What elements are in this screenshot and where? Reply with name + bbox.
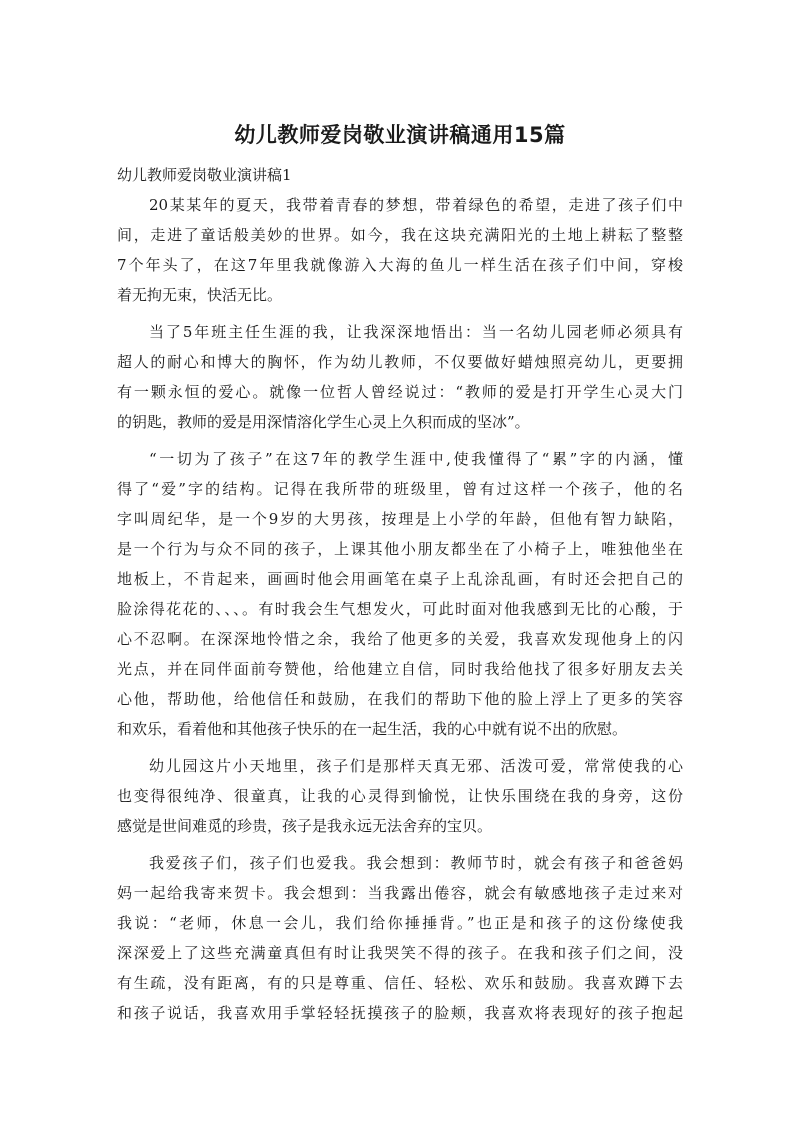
paragraph-line: 是一个行为与众不同的孩子，上课其他小朋友都坐在了小椅子上，唯独他坐在 [117,540,683,558]
paragraph-line: 我爱孩子们，孩子们也爱我。我会想到：教师节时，就会有孩子和爸爸妈 [149,854,683,872]
paragraph-line: 我说：“老师，休息一会儿，我们给你捶捶背。”也正是和孩子的这份缘使我 [117,914,683,932]
paragraph [117,751,683,841]
paragraph-line: 心不忍啊。在深深地怜惜之余，我给了他更多的关爱，我喜欢发现他身上的闪 [117,630,683,648]
paragraph-line: 和孩子说话，我喜欢用手掌轻轻抚摸孩子的脸颊，我喜欢将表现好的孩子抱起 [117,1004,683,1022]
paragraph-line: 妈一起给我寄来贺卡。我会想到：当我露出倦容，就会有敏感地孩子走过来对 [117,884,683,902]
paragraph-line: 间，走进了童话般美妙的世界。如今，我在这块充满阳光的土地上耕耘了整整 [117,226,683,244]
paragraph-line: 有一颗永恒的爱心。就像一位哲人曾经说过：“教师的爱是打开学生心灵大门 [117,383,683,401]
paragraph-line: 超人的耐心和博大的胸怀，作为幼儿教师，不仅要做好蜡烛照亮幼儿，更要拥 [117,353,683,371]
paragraph-line: 字叫周纪华，是一个9岁的大男孩，按理是上小学的年龄，但他有智力缺陷， [117,510,683,528]
paragraph-line: 感觉是世间难觅的珍贵，孩子是我永远无法舍弃的宝贝。 [117,817,493,835]
paragraph-line: 着无拘无束，快活无比。 [117,286,283,304]
paragraph-line: 脸涂得花花的、、、。有时我会生气想发火，可此时面对他我感到无比的心酸，于 [117,600,683,618]
document-title: 幼儿教师爱岗敬业演讲稿通用15篇 [234,123,566,147]
paragraph-line: 的钥匙，教师的爱是用深情溶化学生心灵上久积而成的坚冰”。 [117,413,530,431]
paragraph [117,190,683,310]
document-body [117,160,683,1035]
paragraph [117,317,683,437]
paragraph-line: 7个年头了，在这7年里我就像游入大海的鱼儿一样生活在孩子们中间，穿梭 [117,256,683,274]
paragraph-line: 光点，并在同伴面前夸赞他，给他建立自信，同时我给他找了很多好朋友去关 [117,660,683,678]
paragraph-line: 幼儿园这片小天地里，孩子们是那样天真无邪、活泼可爱，常常使我的心 [149,757,683,775]
paragraph-line: 有生疏，没有距离，有的只是尊重、信任、轻松、欢乐和鼓励。我喜欢蹲下去 [117,974,683,992]
paragraph-line: 和欢乐，看着他和其他孩子快乐的在一起生活，我的心中就有说不出的欣慰。 [117,720,628,738]
paragraph [117,444,683,744]
paragraph-line: “一切为了孩子”在这7年的教学生涯中,使我懂得了“累”字的内涵，懂 [149,450,683,468]
paragraph-line: 深深爱上了这些充满童真但有时让我哭笑不得的孩子。在我和孩子们之间，没 [117,944,683,962]
section-subtitle: 幼儿教师爱岗敬业演讲稿1 [117,166,292,184]
paragraph-line: 心他，帮助他，给他信任和鼓励，在我们的帮助下他的脸上浮上了更多的笑容 [117,690,683,708]
paragraph-line: 也变得很纯净、很童真，让我的心灵得到愉悦，让快乐围绕在我的身旁，这份 [117,787,683,805]
paragraph-line: 20某某年的夏天，我带着青春的梦想，带着绿色的希望，走进了孩子们中 [149,196,683,214]
paragraph-line: 地板上，不肯起来，画画时他会用画笔在桌子上乱涂乱画，有时还会把自己的 [117,570,683,588]
paragraph-line: 得了“爱”字的结构。记得在我所带的班级里，曾有过这样一个孩子，他的名 [117,480,683,498]
paragraph [117,848,683,1028]
paragraph-line: 当了5年班主任生涯的我，让我深深地悟出：当一名幼儿园老师必须具有 [149,323,683,341]
